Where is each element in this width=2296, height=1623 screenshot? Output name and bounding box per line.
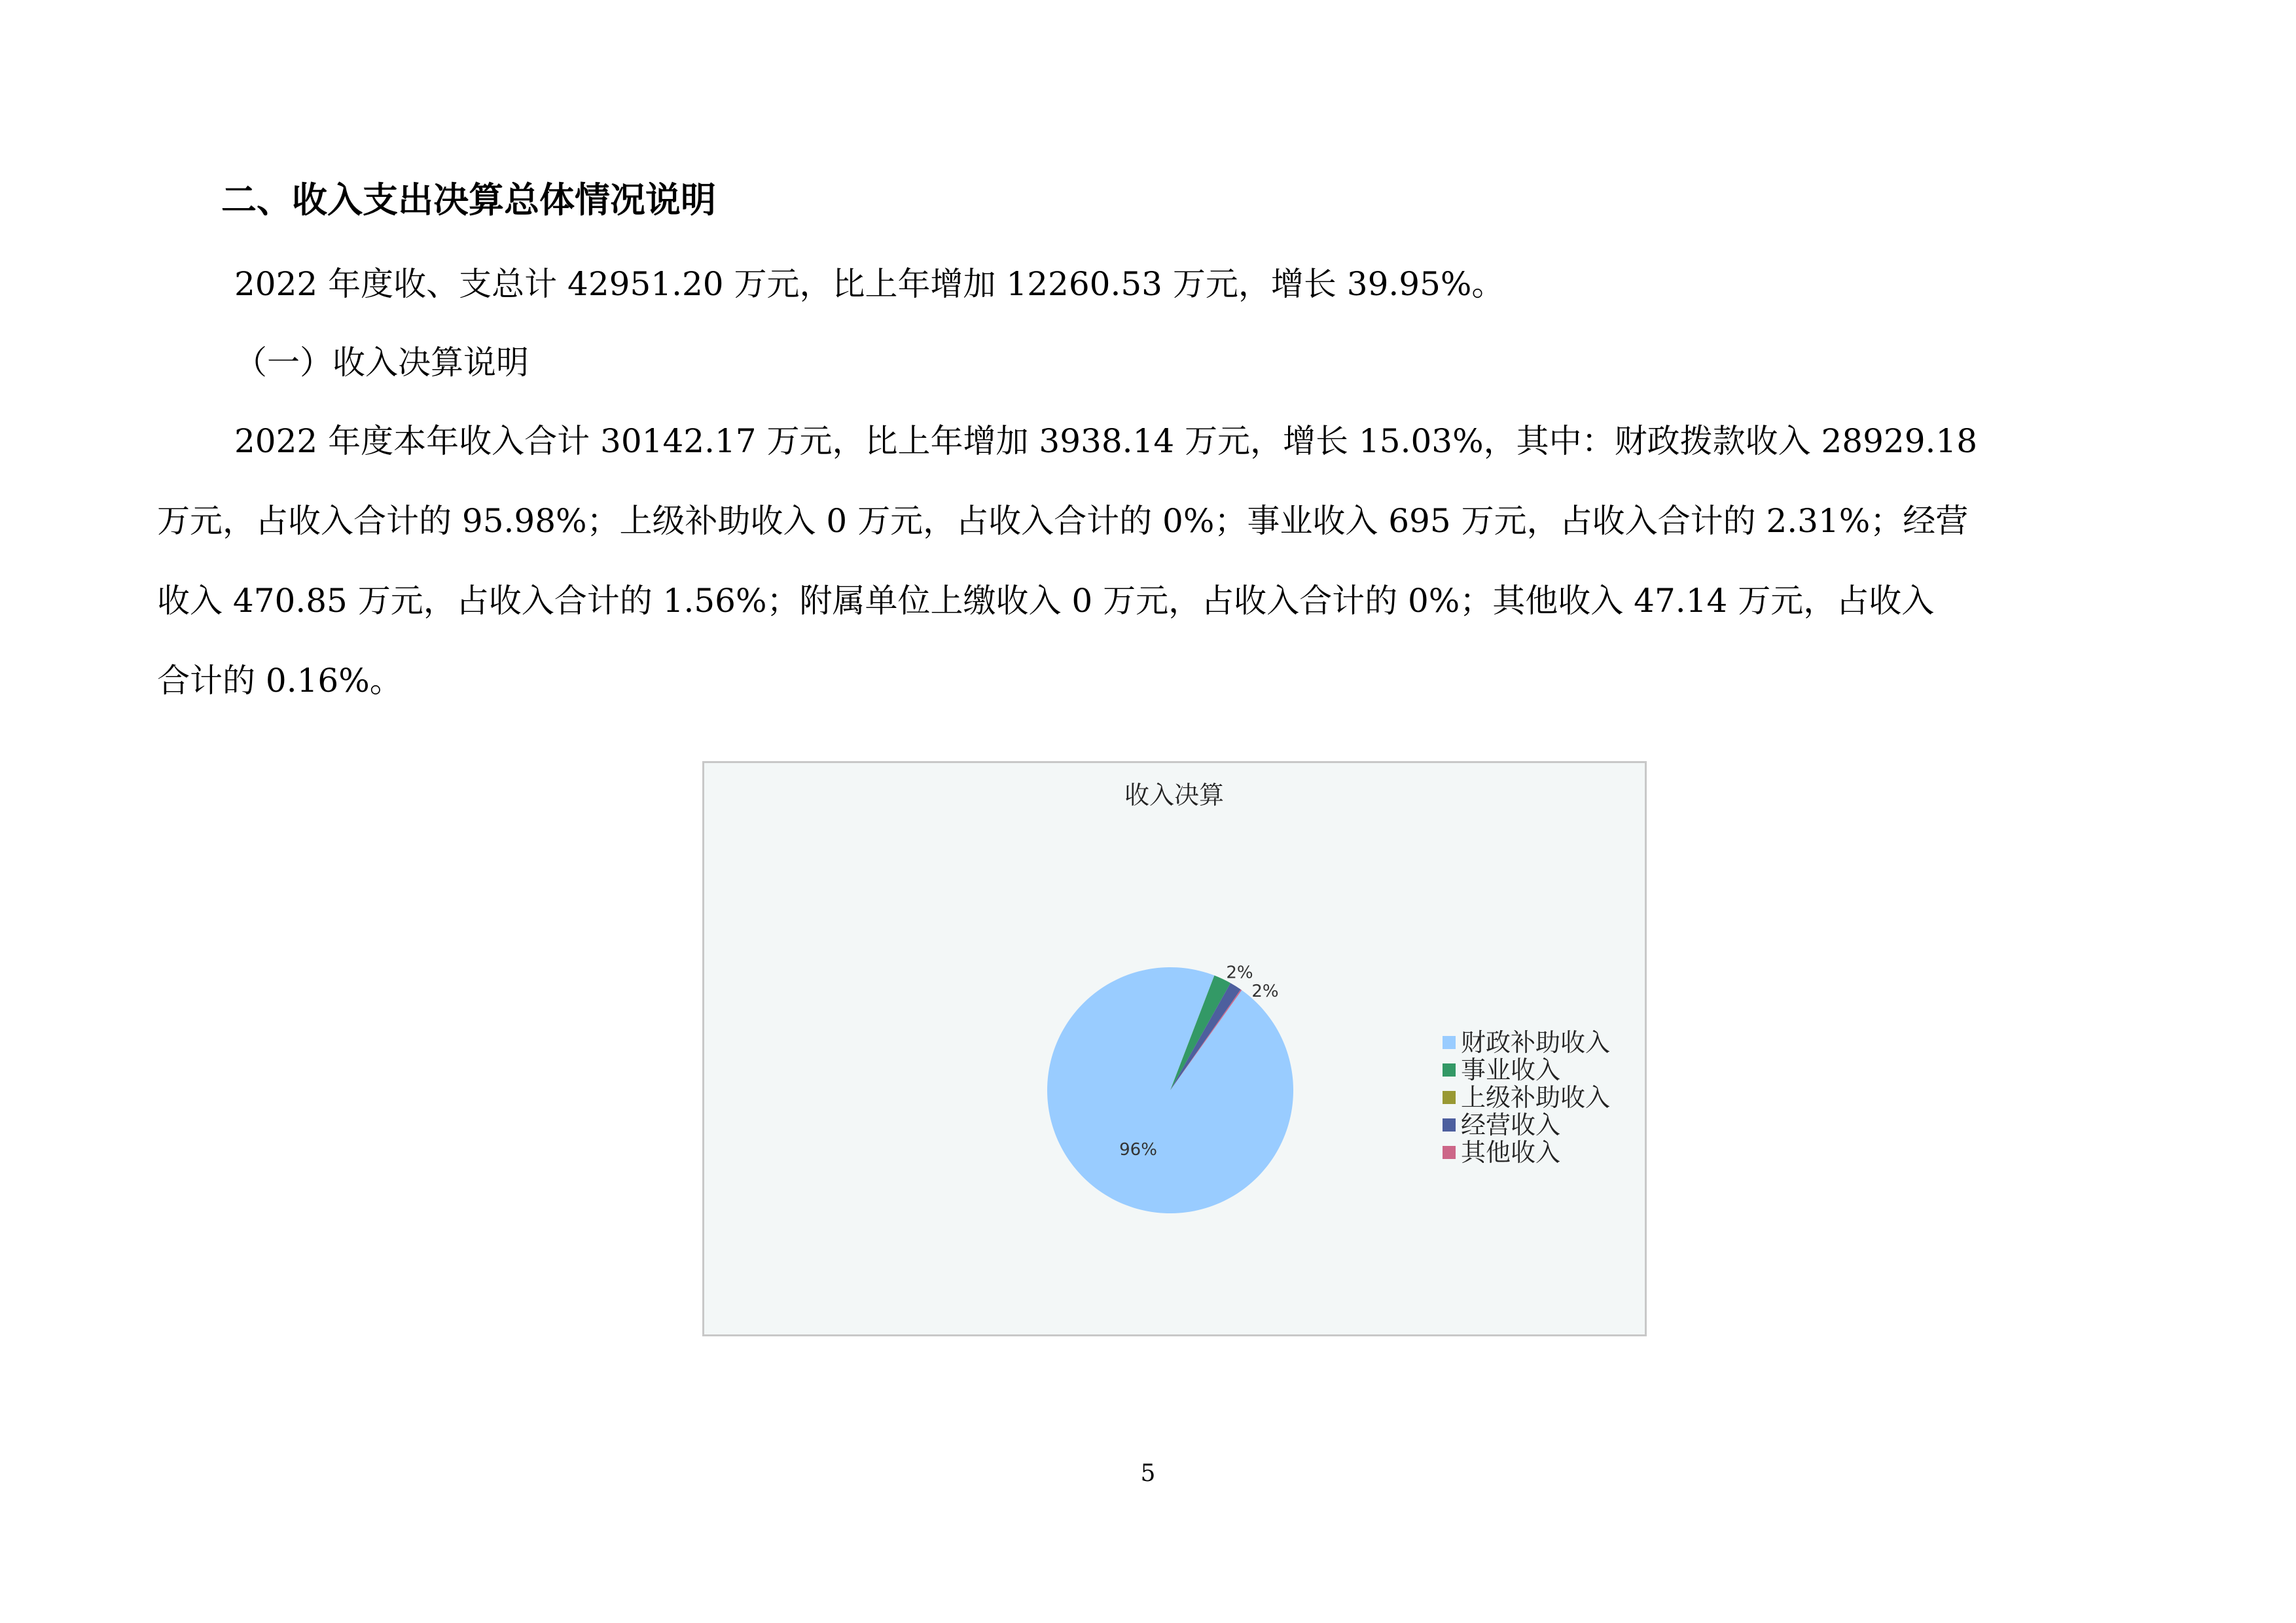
legend-swatch (1443, 1091, 1456, 1104)
chart-legend (1443, 1029, 1610, 1166)
section-heading: 二、收入支出决算总体情况说明 (221, 179, 716, 221)
pie-data-label: 96% (1119, 1140, 1157, 1160)
page-number: 5 (1140, 1460, 1156, 1487)
legend-swatch (1443, 1036, 1456, 1049)
body-line: 2022 年度本年收入合计 30142.17 万元，比上年增加 3938.14 万元，增长 15.03%，其中：财政拨款收入 28929.18 (234, 422, 1978, 460)
income-pie-chart (702, 761, 1647, 1336)
body-line: 合计的 0.16%。 (157, 662, 403, 700)
legend-label: 上级补助收入 (1461, 1083, 1611, 1112)
legend-swatch (1443, 1146, 1456, 1159)
chart-title: 收入决算 (1124, 781, 1225, 810)
body-line: 收入 470.85 万元，占收入合计的 1.56%；附属单位上缴收入 0 万元，占收入合计的 0%；其他收入 47.14 万元，占收入 (157, 582, 1935, 620)
sub-heading: （一）收入决算说明 (234, 344, 529, 382)
legend-item (1443, 1056, 1610, 1084)
legend-item (1443, 1139, 1610, 1166)
legend-label: 其他收入 (1461, 1138, 1561, 1167)
legend-item (1443, 1111, 1610, 1139)
legend-swatch (1443, 1063, 1456, 1077)
legend-item (1443, 1084, 1610, 1111)
pie-data-label: 2% (1251, 981, 1279, 1001)
legend-label: 财政补助收入 (1461, 1028, 1611, 1057)
legend-label: 事业收入 (1461, 1056, 1561, 1084)
body-line: 万元，占收入合计的 95.98%；上级补助收入 0 万元，占收入合计的 0%；事业收入 695 万元，占收入合计的 2.31%；经营 (157, 502, 1969, 540)
summary-paragraph: 2022 年度收、支总计 42951.20 万元，比上年增加 12260.53 万元，增长 39.95%。 (234, 265, 1505, 303)
legend-item (1443, 1029, 1610, 1056)
legend-swatch (1443, 1118, 1456, 1132)
pie-data-label: 2% (1226, 963, 1253, 983)
legend-label: 经营收入 (1461, 1111, 1561, 1139)
